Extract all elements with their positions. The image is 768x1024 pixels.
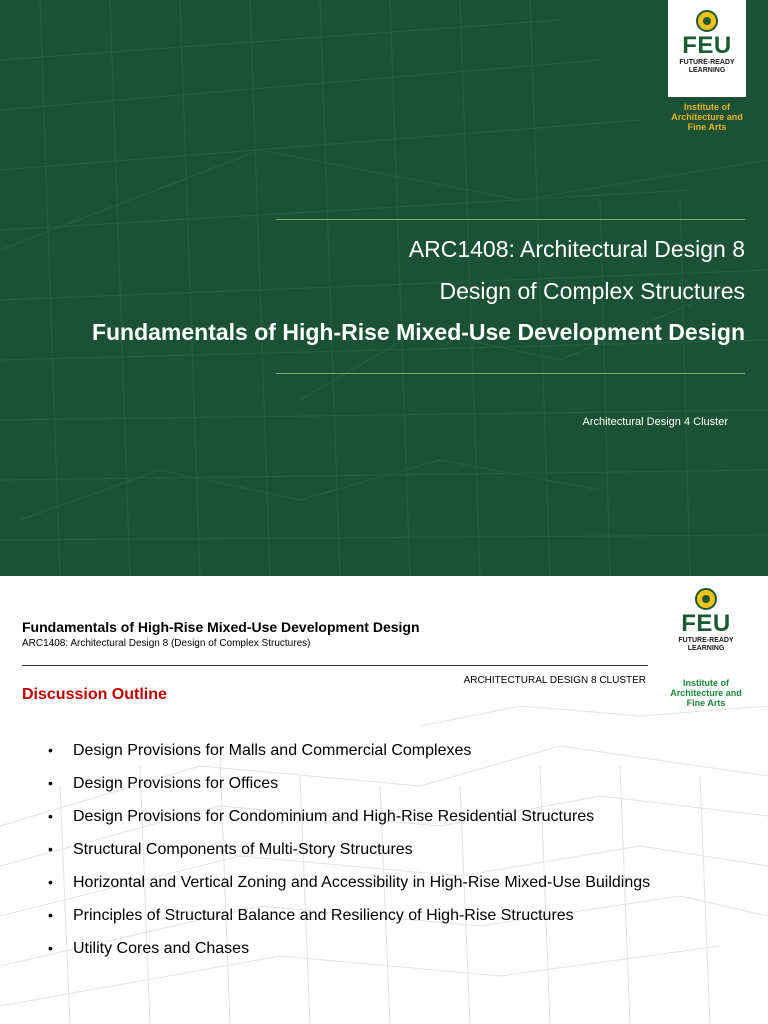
- header-divider: [22, 665, 648, 666]
- cluster-label: ARCHITECTURAL DESIGN 8 CLUSTER: [463, 675, 646, 686]
- outline-slide: [0, 576, 768, 1024]
- bullet-icon: •: [48, 874, 53, 890]
- list-item-text: Design Provisions for Malls and Commercial Complexes: [73, 742, 472, 759]
- list-item: [48, 932, 650, 965]
- institute-name: Institute of Architecture and Fine Arts: [670, 678, 742, 708]
- lecture-title: Fundamentals of High-Rise Mixed-Use Development Design: [91, 319, 745, 345]
- course-title: ARC1408: Architectural Design 8: [408, 236, 745, 262]
- list-item: [48, 800, 650, 833]
- cluster-label: Architectural Design 4 Cluster: [582, 416, 728, 428]
- list-item: [48, 767, 650, 800]
- bullet-icon: •: [48, 808, 53, 824]
- bullet-icon: •: [48, 742, 53, 758]
- course-subtitle: Design of Complex Structures: [439, 278, 745, 304]
- list-item-text: Design Provisions for Offices: [73, 775, 279, 792]
- outline-list: [48, 734, 650, 965]
- list-item: [48, 833, 650, 866]
- list-item: [48, 899, 650, 932]
- bullet-icon: •: [48, 940, 53, 956]
- feu-logo: [668, 0, 746, 97]
- logo-wordmark: FEU: [682, 32, 732, 59]
- feu-seal-icon: [696, 10, 718, 32]
- feu-logo: [674, 586, 738, 666]
- outline-heading: Discussion Outline: [22, 686, 167, 703]
- logo-tagline: FUTURE-READY LEARNING: [678, 637, 734, 652]
- bullet-icon: •: [48, 841, 53, 857]
- list-item-text: Principles of Structural Balance and Resiliency of High-Rise Structures: [73, 907, 574, 924]
- list-item-text: Horizontal and Vertical Zoning and Accessibility in High-Rise Mixed-Use Buildings: [73, 874, 651, 891]
- list-item: [48, 734, 650, 767]
- feu-seal-icon: [695, 588, 717, 610]
- logo-tagline: FUTURE-READY LEARNING: [679, 59, 735, 74]
- top-divider: [276, 219, 745, 220]
- header-title: Fundamentals of High-Rise Mixed-Use Development Design: [22, 619, 420, 635]
- header-subtitle: ARC1408: Architectural Design 8 (Design of Complex Structures): [22, 638, 311, 649]
- logo-wordmark: FEU: [681, 610, 731, 637]
- list-item-text: Utility Cores and Chases: [73, 940, 250, 957]
- bullet-icon: •: [48, 775, 53, 791]
- bottom-divider: [276, 373, 745, 374]
- list-item-text: Structural Components of Multi-Story Structures: [73, 841, 413, 858]
- bullet-icon: •: [48, 907, 53, 923]
- list-item-text: Design Provisions for Condominium and High-Rise Residential Structures: [73, 808, 595, 825]
- institute-name: Institute of Architecture and Fine Arts: [671, 102, 743, 132]
- list-item: [48, 866, 650, 899]
